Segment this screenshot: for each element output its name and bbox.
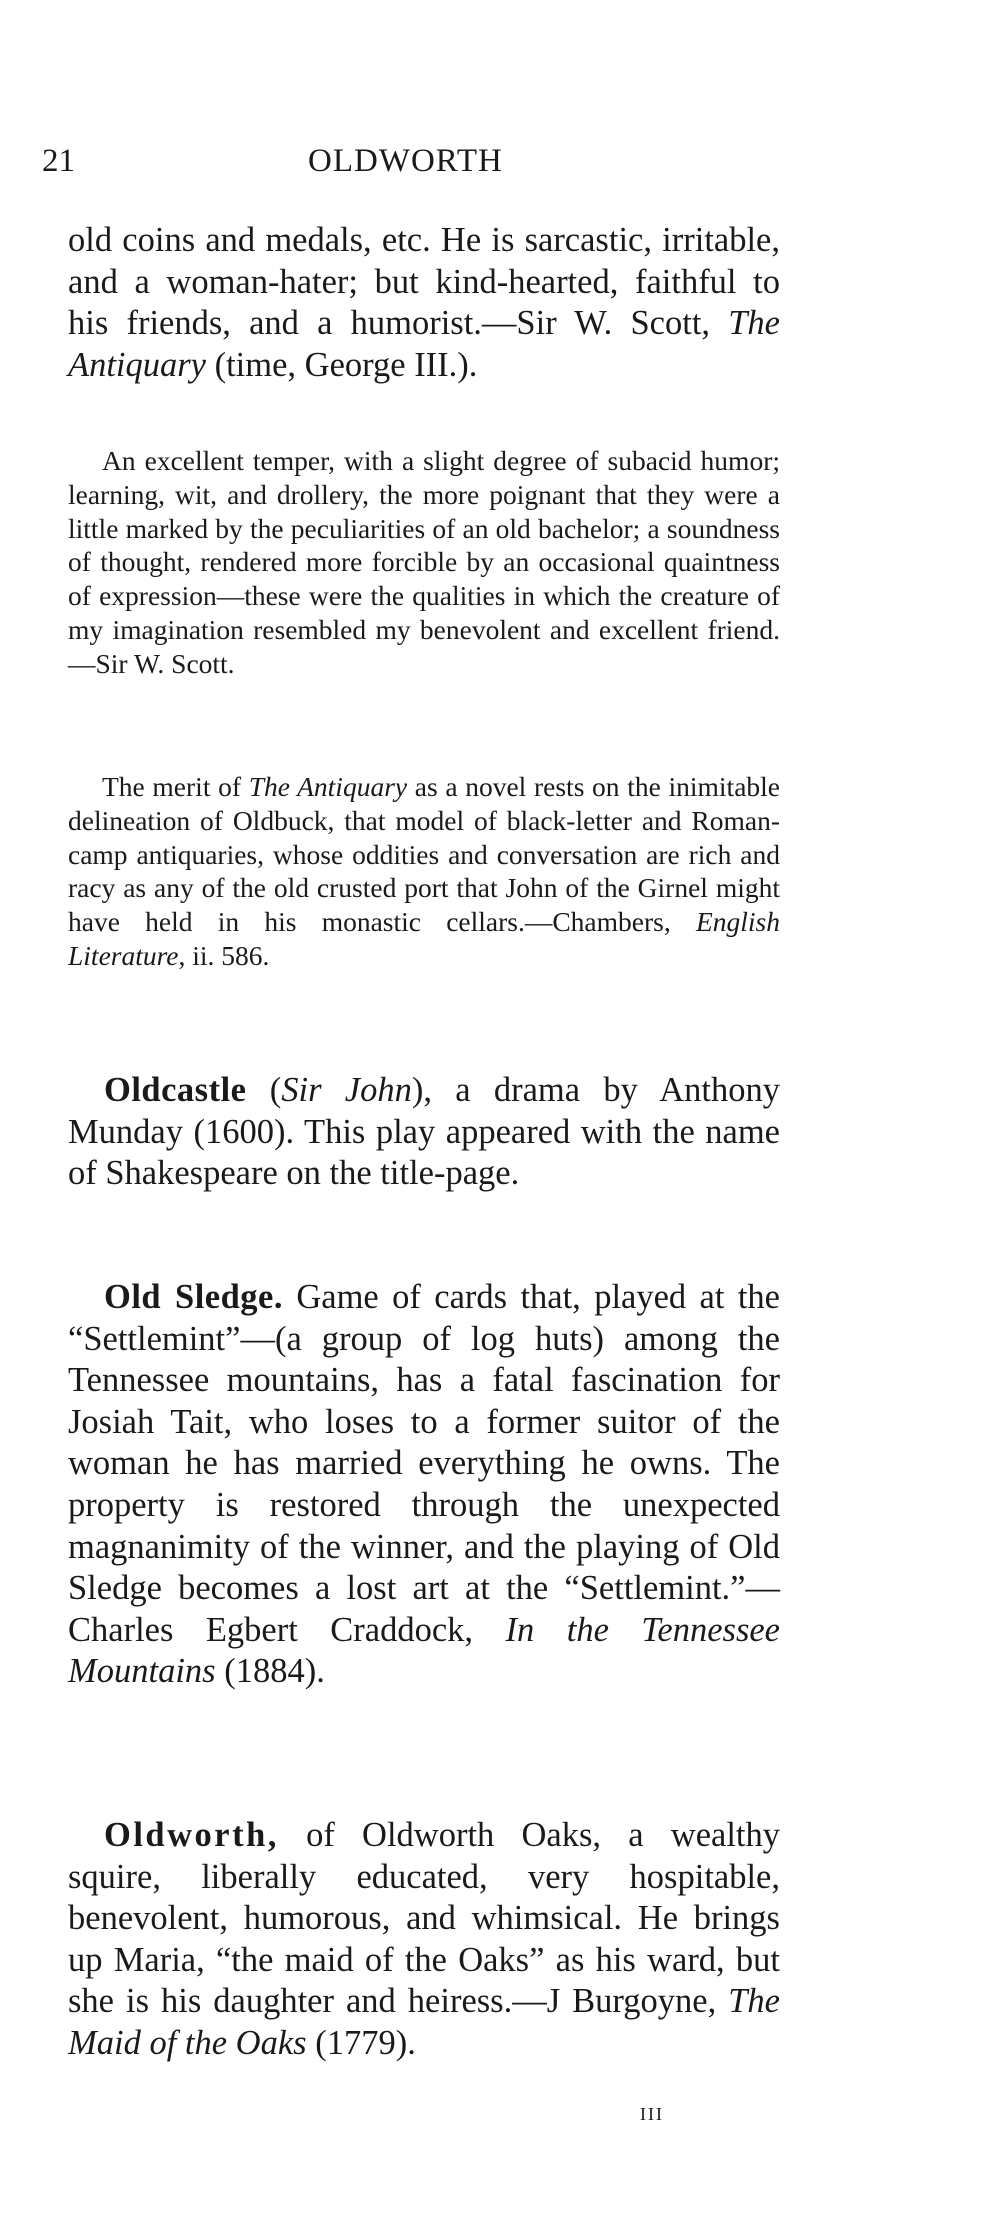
page-number: 21: [42, 143, 75, 179]
entry-headword: Oldcastle: [104, 1071, 247, 1109]
page-header: [42, 143, 780, 183]
quote-block-scott: An excellent temper, with a slight degree of subacid humor; learning, wit, and drollery, the more poignant that they were a little marked by the peculiarities of an old bachelor; a soundness of thought, rendered more forcible by an occasional quaintness of expression—these were the qualities in which the creature of my imagination resembled my benevolent and excellent friend.—Sir W. Scott.: [68, 445, 780, 679]
entry-old-sledge: Old Sledge. Game of cards that, played at the “Settlemint”—(a group of log huts) among the Tennessee mountains, has a fatal fascination for Josiah Tait, who loses to a former suitor of the woman he has married everything he owns. The property is restored through the unexpected magnanimity of the winner, and the playing of Old Sledge becomes a lost art at the “Settlemint.”—Charles Egbert Craddock, In the Tennessee Mountains (1884).: [68, 1278, 780, 1691]
entry-oldcastle: Oldcastle (Sir John), a drama by Anthony Munday (1600). This play appeared with the name of Shakespeare on the title-page.: [68, 1071, 780, 1193]
quote-block-chambers: The merit of The Antiquary as a novel rests on the inimitable delineation of Oldbuck, that model of black-letter and Roman-camp antiquaries, whose oddities and conversation are rich and racy as any of the old crusted port that John of the Girnel might have held in his monastic cellars.—Chambers, English Literature, ii. 586.: [68, 771, 780, 971]
entry-headword: Oldworth,: [104, 1816, 279, 1854]
work-title: The Maid of the Oaks: [68, 1982, 780, 2062]
continuation-paragraph: old coins and medals, etc. He is sarcastic, irritable, and a woman-hater; but kind-hearted, faithful to his friends, and a humorist.—Sir W. Scott, The Antiquary (time, George III.).: [68, 221, 780, 384]
entry-subtitle: Sir John: [281, 1071, 412, 1109]
entry-headword: Old Sledge.: [104, 1278, 283, 1316]
signature-mark: III: [640, 2104, 664, 2124]
work-title: In the Tennessee Mountains: [68, 1610, 780, 1691]
source-title: English Literature: [68, 906, 780, 971]
entry-oldworth: Oldworth, of Oldworth Oaks, a wealthy squire, liberally educated, very hospitable, benevolent, humorous, and whimsical. He brings up Maria, “the maid of the Oaks” as his ward, but she is his daughter and heiress.—J Burgoyne, The Maid of the Oaks (1779).: [68, 1816, 780, 2062]
running-head: OLDWORTH: [308, 143, 503, 179]
work-title: The Antiquary: [68, 304, 780, 384]
work-title: The Antiquary: [248, 771, 408, 802]
